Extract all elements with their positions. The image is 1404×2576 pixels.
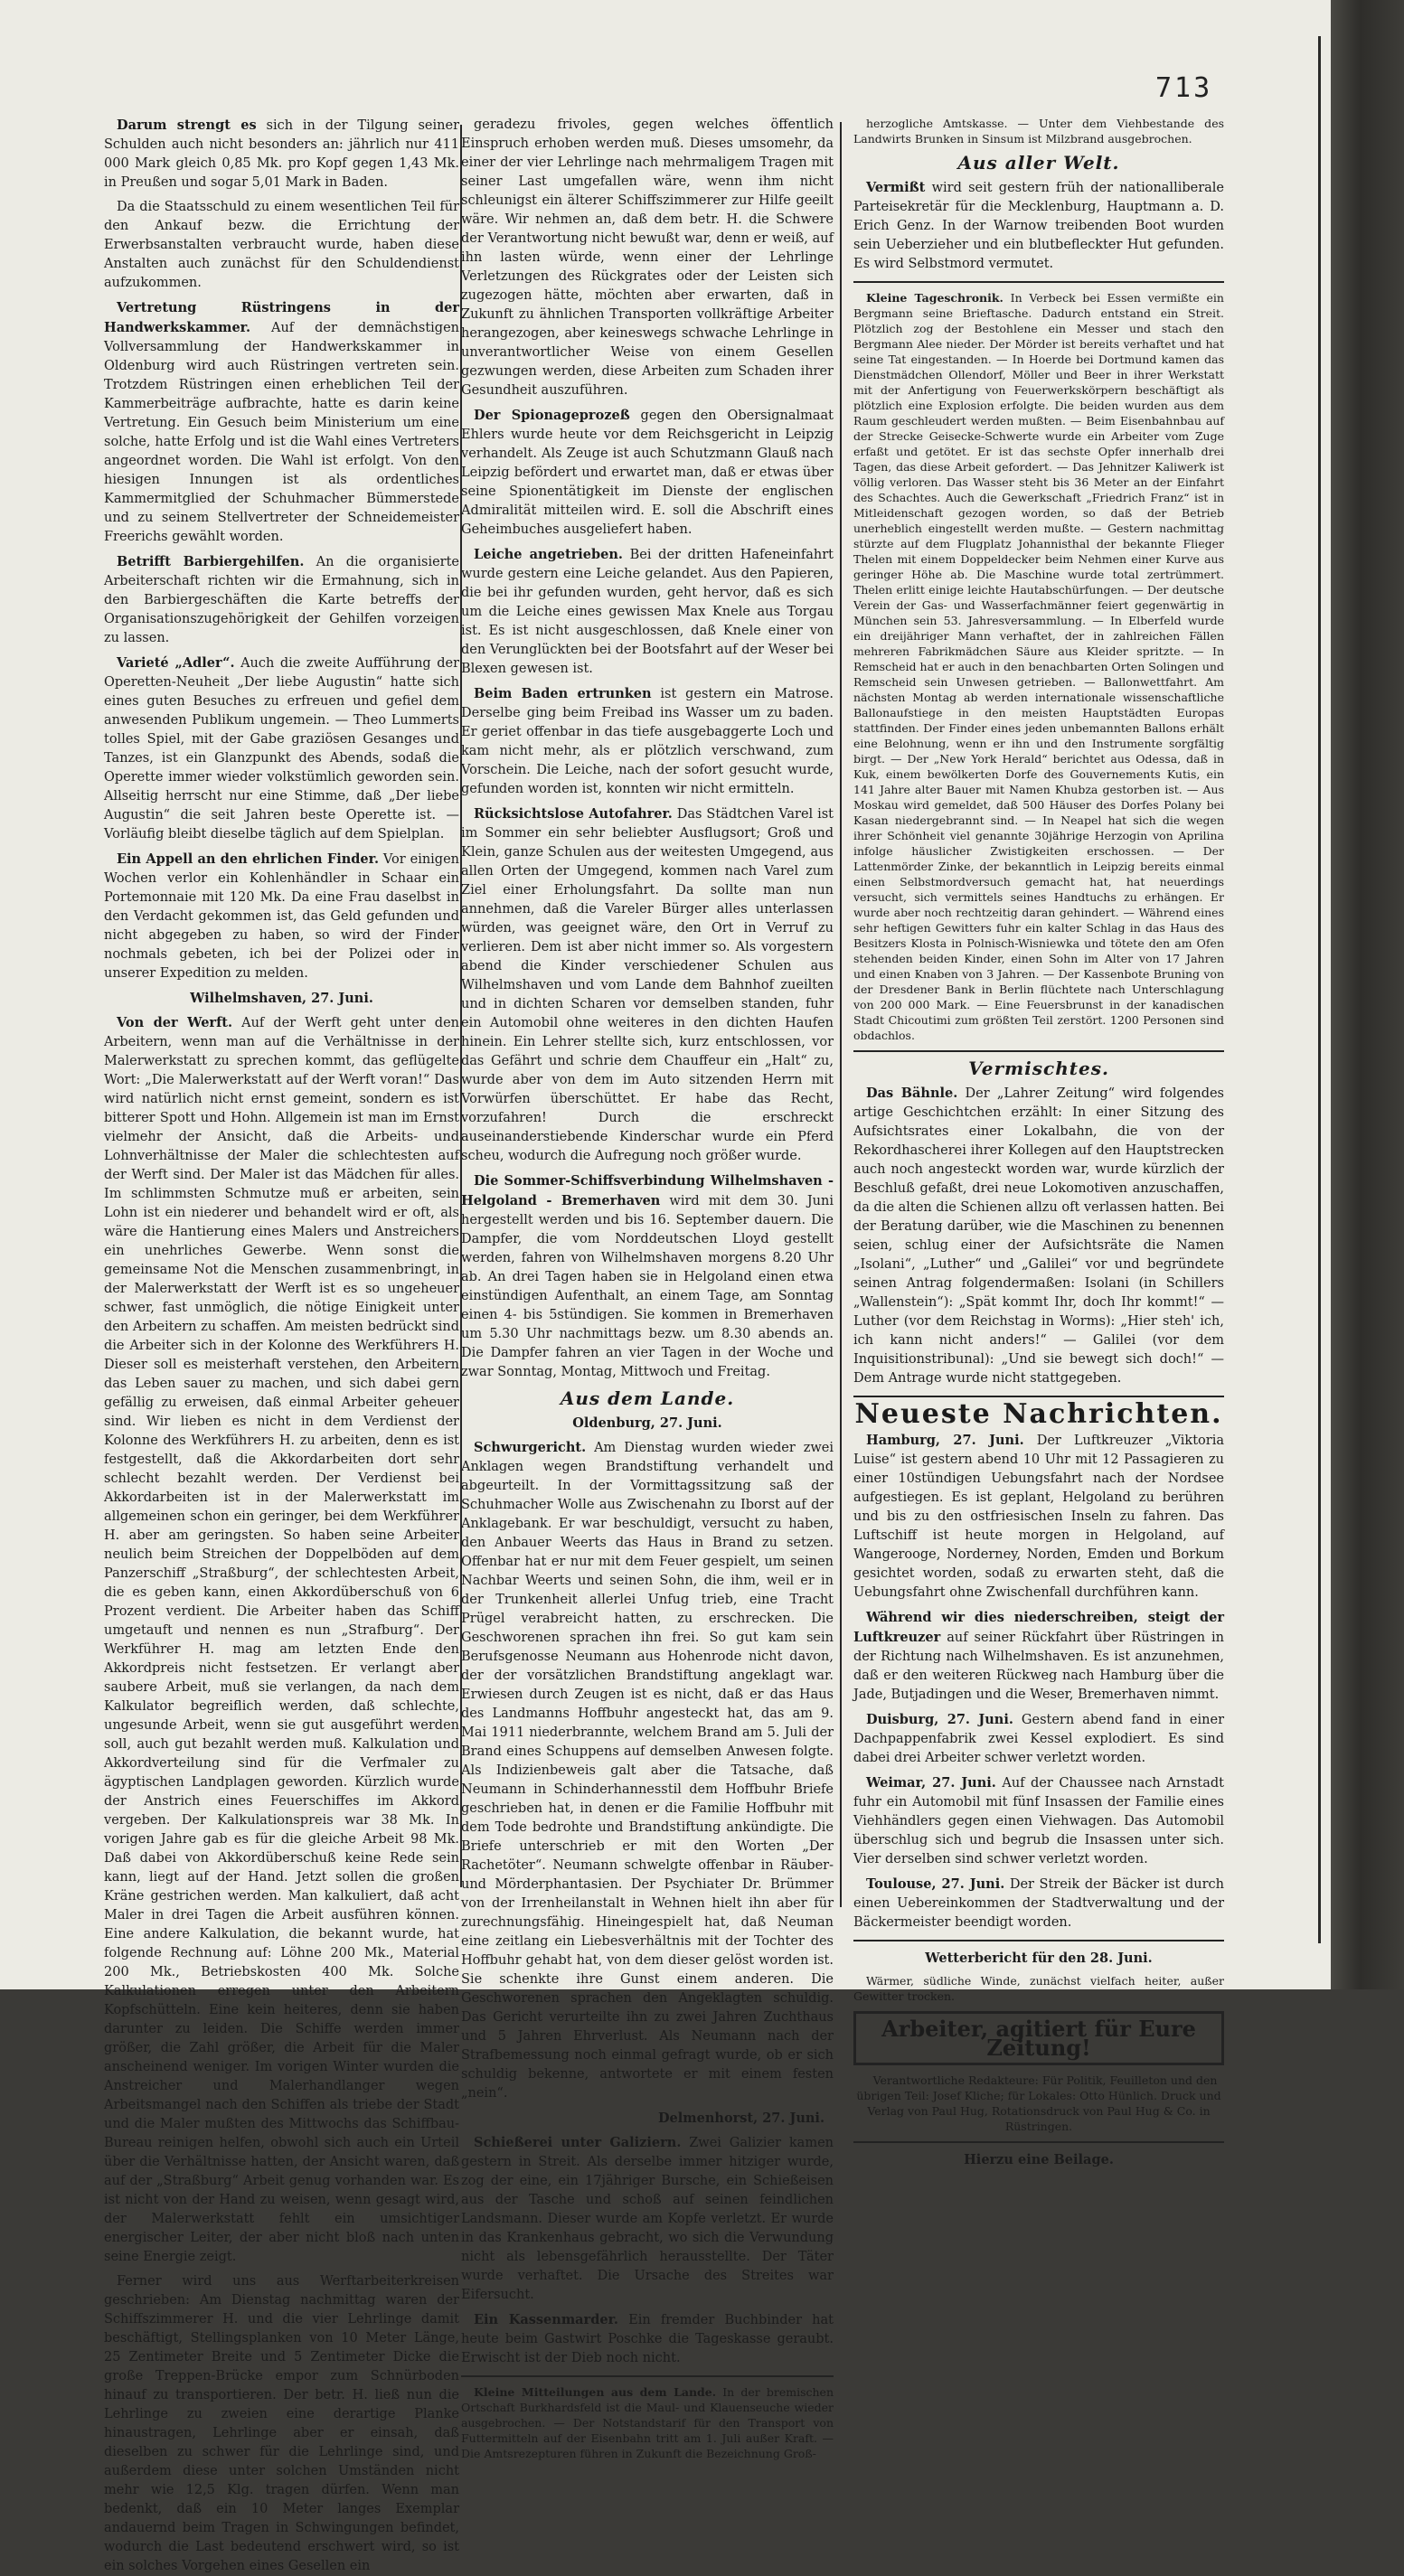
article-headline: Ein Kassenmarder.	[474, 2312, 618, 2327]
article-text: Das Städtchen Varel ist im Sommer ein sehr beliebter Ausflugsort; Groß und Klein, ganze Schulen aus der weitesten Umgegend, aus allen Orten der Umgegend, kommen nach Varel zum Ziel einer Erholungsfahrt. Da sollte man nun annehmen, daß die Vareler Bürger alles unterlassen würden, was geeignet wäre, den Ort in Verruf zu verlieren. Dem ist aber nicht immer so. Als vorgestern abend die Kinder verschiedener Schulen aus Wilhelmshaven und vom Lande dem Bahnhof zueilten und in dichten Scharen vor demselben standen, fuhr ein Automobil ohne weiteres in den dichten Haufen hinein. Ein Lehrer stellte sich, kurz entschlossen, vor das Gefährt und schrie dem Chauffeur ein „Halt“ zu, wurde aber von dem im Auto sitzenden Herrn mit Vorwürfen überschüttet. Er habe das Recht, vorzufahren! Durch die erschreckt auseinanderstiebende Kinderschar wurde ein Pferd scheu, wodurch die Aufregung noch größer wurde.	[461, 807, 834, 1163]
article-headline: Vertretung Rüstringens in der Handwerkskammer.	[104, 300, 459, 335]
article-headline: Kleine Tageschronik.	[866, 291, 1004, 305]
section-rule	[461, 2375, 834, 2377]
article-text: Ferner wird uns aus Werftarbeiterkreisen geschrieben: Am Dienstag nachmittag waren der Schiffszimmerer H. und die vier Lehrlinge damit beschäftigt, Stellingsplanken von 10 Meter Länge, 25 Zentimeter Breite und 5 Zentimeter Dicke die große Treppen-Brücke empor zum Schnürboden hinauf zu transportieren. Der betr. H. ließ nun die Lehrlinge zu zweien eine derartige Planke hinaustragen, Lehrlinge aber er einsah, daß dieselben zu schwer für die Lehrlinge sind, und außerdem diese unter solchen Umständen nicht mehr wie 12,5 Klg. tragen dürfen. Wenn man bedenkt, daß ein 10 Meter langes Exemplar andauernd beim Tragen in Schwingungen befindet, wodurch die Last bedeutend erschwert wird, so ist ein solches Vorgehen eines Gesellen ein	[104, 2274, 459, 2573]
article-text: Auf der Werft geht unter den Arbeitern, wenn man auf die Verhältnisse in der Malerwerkstatt zu sprechen kommt, das geflügelte Wort: „Die Malerwerkstatt auf der Werft voran!“ Das wird natürlich nicht ernst gemeint, sondern es ist bitterer Spott und Hohn. Allgemein ist man im Ernst vielmehr der Ansicht, daß die Arbeits- und Lohnverhältnisse der Maler die schlechtesten auf der Werft sind. Der Maler ist das Mädchen für alles. Im schlimmsten Schmutze muß er arbeiten, sein Lohn ist ein niederer und behandelt wird er oft, als wäre die Hantierung eines Malers und Anstreichers ein unehrliches Gewerbe. Wenn sonst die gemeinsame Not die Menschen zusammenbringt, in der Malerwerkstatt der Werft ist es so ungeheuer schwer, fast unmöglich, die nötige Einigkeit unter den Arbeitern zu schaffen. Am meisten bedrückt sind die Arbeiter sich in der Kolonne des Werkführers H. Dieser soll es meisterhaft verstehen, den Arbeitern das Leben sauer zu machen, und sich dabei gern gefällig zu erweisen, daß einmal Arbeiter geheuer sind. Wir lieben es nicht in dem Verdienst der Kolonne des Werkführers H. zu arbeiten, denn es ist festgestellt, daß die Akkordarbeiten dort sehr schlecht bezahlt werden. Der Verdienst bei Akkordarbeiten ist in der Malerwerkstatt im allgemeinen schon ein geringer, bei dem Werkführer H. aber am geringsten. So haben seine Arbeiter neulich beim Streichen der Doppelböden auf dem Panzerschiff „Straßburg“, der schlechtesten Arbeit, die es geben kann, einen Akkordüberschuß von 6 Prozent verdient. Die Arbeiter haben das Schiff umgetauft und nennen es nun „Strafburg“. Der Werkführer H. mag am letzten Ende den Akkordpreis nicht festsetzen. Er verlangt aber saubere Arbeit, muß sie verlangen, da nach dem Kalkulator begreiflich werden, daß schlechte, ungesunde Arbeit, wenn sie gut ausgeführt werden soll, auch gut bezahlt werden muß. Kalkulation und Akkordverteilung sind für die Verfmaler zu ägyptischen Landplagen geworden. Kürzlich wurde der Anstrich eines Feuerschiffes im Akkord vergeben. Der Kalkulationspreis war 38 Mk. In vorigen Jahre gab es für die gleiche Arbeit 98 Mk. Daß dabei von Akkordüberschuß keine Rede sein kann, liegt auf der Hand. Jetzt sollen die großen Kräne gestrichen werden. Man kalkuliert, daß acht Maler in drei Tagen die Arbeit ausführen können. Eine andere Kalkulation, die bekannt wurde, hat folgende Rechnung auf: Löhne 200 Mk., Material 200 Mk., Betriebskosten 400 Mk. Solche Kalkulationen erregen unter den Arbeitern Kopfschütteln. Eine kein heiteres, denn sie haben darunter zu leiden. Die Schiffe werden immer größer, die Zahl größer, die Arbeit für die Maler anscheinend weniger. Im vorigen Winter wurden die Anstreicher und Malerhandlanger wegen Arbeitsmangel nach den Schiffen als triebe der Stadt und die Maler mußten des Mittwochs das Schiffbau-Bureau reinigen helfen, obwohl sich auch ein Urteil über die Verhältnisse hatten, der Ansicht waren, daß auf der „Straßburg“ Arbeit genug vorhanden war. Es ist nicht von der Hand zu weisen, wenn gesagt wird, der Malerwerkstatt fehlt ein umsichtiger energischer Leiter, der aber nicht bloß nach unten seine Energie zeigt.	[104, 1016, 459, 2264]
section-heading-large: Neueste Nachrichten.	[854, 1398, 1223, 1430]
article-text: Wärmer, südliche Winde, zunächst vielfach heiter, außer Gewitter trocken.	[853, 1974, 1224, 2003]
article-paragraph	[853, 290, 1224, 1043]
article-paragraph	[461, 804, 834, 1166]
section-heading: Aus aller Welt.	[957, 152, 1120, 174]
article-headline: Leiche angetrieben.	[474, 547, 623, 562]
article-paragraph	[461, 1438, 834, 2103]
article-paragraph	[104, 653, 459, 844]
article-headline: Während wir dies niederschreiben, steigt der Luftkreuzer	[853, 1610, 1224, 1645]
article-text: Ein fremder Buchbinder hat heute beim Gastwirt Poschke die Tageskasse geraubt. Erwischt ist der Dieb noch nicht.	[461, 2313, 834, 2365]
article-paragraph	[461, 545, 834, 679]
article-text: auf seiner Rückfahrt über Rüstringen in der Richtung nach Wilhelmshaven. Es ist anzunehmen, daß er den weiteren Rückweg nach Hamburg über die Jade, Butjadingen und die Weser, Bremerhaven nimmt.	[853, 1631, 1225, 1702]
article-paragraph	[104, 2272, 459, 2576]
article-headline: Betrifft Barbiergehilfen.	[117, 554, 305, 569]
article-paragraph	[104, 1013, 459, 2267]
dateline: Oldenburg, 27. Juni.	[572, 1415, 722, 1431]
article-headline: Toulouse, 27. Juni.	[866, 1876, 1005, 1892]
article-paragraph	[853, 1710, 1224, 1768]
article-headline: Der Spionageprozeß	[474, 408, 630, 423]
article-headline: Beim Baden ertrunken	[474, 686, 652, 701]
book-binding-shadow	[1331, 0, 1404, 1989]
article-paragraph	[853, 1773, 1224, 1869]
binding-edge-line	[1318, 36, 1321, 1943]
article-text: wird seit gestern früh der nationalliberale Parteisekretär für die Mecklenburg, Hauptmann a. D. Erich Genz. In der Warnow treibenden Boot wurden sein Ueberzieher und ein blutbefleckter Hut gefunden. Es wird Selbstmord vermutet.	[853, 181, 1224, 271]
article-text: Der Streik der Bäcker ist durch einen Uebereinkommen der Stadtverwaltung und der Bäckermeister beendigt worden.	[853, 1877, 1224, 1930]
article-text: Auf der demnächstigen Vollversammlung der Handwerkskammer in Oldenburg wird auch Rüstringen vertreten sein. Trotzdem Rüstringen einen erheblichen Teil der Kammerbeiträge aufbrachte, hatte es darin keine Vertretung. Ein Gesuch beim Ministerium um eine solche, hatte Erfolg und ist die Wahl eines Vertreters angeordnet worden. Die Wahl ist erfolgt. Von den hiesigen Innungen ist als ordentliches Kammermitglied der Schuhmacher Bümmerstede und zu seinem Stellvertreter der Schneidemeister Freerichs gewählt worden.	[104, 321, 459, 544]
section-rule	[853, 1050, 1224, 1052]
article-text: Verantwortliche Redakteure: Für Politik, Feuilleton und den übrigen Teil: Josef Kliche; für Lokales: Otto Hünlich. Druck und Verlag von Paul Hug, Rotationsdruck von Paul Hug & Co. in Rüstringen.	[856, 2073, 1221, 2133]
article-text: gegen den Obersignalmaat Ehlers wurde heute vor dem Reichsgericht in Leipzig verhandelt. Als Zeuge ist auch Schutzmann Glauß nach Leipzig befördert und erwartet man, daß er etwas über seine Spionentätigkeit im Dienste der englischen Admiralität mitteilen wird. E. soll die Abschrift eines Geheimbuches ausgeliefert haben.	[461, 409, 834, 537]
article-paragraph	[853, 2073, 1224, 2134]
article-paragraph	[461, 2310, 834, 2368]
column-2	[461, 116, 834, 2460]
article-text: herzogliche Amtskasse. — Unter dem Viehbestande des Landwirts Brunken in Sinsum ist Milzbrand ausgebrochen.	[853, 117, 1224, 146]
article-headline: Ein Appell an den ehrlichen Finder.	[117, 851, 380, 867]
article-headline: Darum strengt es	[117, 118, 257, 133]
section-rule	[853, 281, 1224, 283]
article-text: Der Luftkreuzer „Viktoria Luise“ ist gestern abend 10 Uhr mit 12 Passagieren zu einer 10stündigen Uebungsfahrt nach der Nordsee aufgestiegen. Es ist geplant, Helgoland zu berühren und bis zu den ostfriesischen Inseln zu fahren. Das Luftschiff ist heute morgen in Helgoland, auf Wangerooge, Norderney, Norden, Emden und Borkum gesichtet worden, sodaß zu erwarten steht, daß die Uebungsfahrt ohne Zwischenfall durchführen kann.	[853, 1434, 1224, 1600]
article-paragraph	[461, 116, 834, 400]
article-text: Am Dienstag wurden wieder zwei Anklagen wegen Brandstiftung verhandelt und abgeurteilt. In der Vormittagssitzung saß der Schuhmacher Wolle aus Zwischenahn zu Iborst auf der Anklagebank. Er war beschuldigt, versucht zu haben, den Anbauer Weerts das Haus in Brand zu setzen. Offenbar hat er nur mit dem Feuer gespielt, um seinen Nachbar Weerts und seinen Sohn, die ihm, weil er in der Trunkenheit allerlei Unfug trieb, eine Tracht Prügel verabreicht hatten, zu erschrecken. Die Geschworenen sprachen ihn frei. So gut kam sein Berufsgenosse Neumann aus Hohenrode nicht davon, der der vorsätzlichen Brandstiftung angeklagt war. Erwiesen durch Zeugen ist es nicht, daß er das Haus des Landmanns Hoffbuhr angesteckt hat, das am 9. Mai 1911 niederbrannte, welchem Brand am 5. Juli der Brand eines Schuppens auf demselben Anwesen folgte. Als Indizienbeweis galt aber die Tatsache, daß Neumann in Schinderhannesstil dem Hoffbuhr Briefe geschrieben hat, in denen er die Familie Hoffbuhr mit dem Tode bedrohte und Brandstiftung ankündigte. Die Briefe unterschrieb er mit den Worten „Der Rachetöter“. Neumann schwelgte offenbar in Räuber- und Mörderphantasien. Der Psychiater Dr. Brümmer von der Irrenheilanstalt in Wehnen hielt ihn aber für zurechnungsfähig. Hineingespielt hat, daß Neuman eine zeitlang ein Liebesverhältnis mit der Tochter des Hoffbuhr gehabt hat, von dem dieser gelöst worden ist. Sie schenkte ihre Gunst einem anderen. Die Geschworenen sprachen den Angeklagten schuldig. Das Gericht verurteilte ihn zu zwei Jahren Zuchthaus und 5 Jahren Ehrverlust. Als Neumann nach der Strafbemessung noch einmal gefragt wurde, ob er sich schuldig bekenne, antwortete er mit einem festen „nein“.	[461, 1441, 834, 2101]
article-text: ist gestern ein Matrose. Derselbe ging beim Freibad ins Wasser um zu baden. Er geriet offenbar in das tiefe ausgebaggerte Loch und kam nicht mehr, als er plötzlich verschwand, zum Vorschein. Die Leiche, nach der sofort gesucht wurde, gefunden worden ist, konnten wir nicht ermitteln.	[461, 687, 834, 796]
article-headline: Kleine Mitteilungen aus dem Lande.	[474, 2385, 717, 2399]
article-text: Da die Staatsschuld zu einem wesentlichen Teil für den Ankauf bezw. die Errichtung der Erwerbsanstalten verbraucht wurde, haben diese Anstalten auch zunächst für den Schuldendienst aufzukommen.	[104, 200, 459, 290]
article-paragraph	[853, 1431, 1224, 1603]
article-text: An die organisierte Arbeiterschaft richten wir die Ermahnung, sich in den Barbiergeschäften die Karte betreffs der Organisationszugehörigkeit der Gehilfen vorzeigen zu lassen.	[104, 555, 459, 645]
article-paragraph	[853, 1973, 1224, 2004]
column-1	[104, 116, 460, 2573]
section-rule	[853, 1940, 1224, 1941]
page-number: 713	[1155, 72, 1213, 104]
column-3	[853, 116, 1225, 2167]
boxed-slogan: Arbeiter, agitiert für Eure Zeitung!	[853, 2011, 1224, 2065]
article-paragraph	[104, 552, 459, 648]
dateline: Wetterbericht für den 28. Juni.	[925, 1951, 1153, 1966]
article-text: Gestern abend fand in einer Dachpappenfabrik zwei Kessel explodiert. Es sind dabei drei Arbeiter schwer verletzt worden.	[853, 1713, 1224, 1765]
dateline: Hierzu eine Beilage.	[964, 2152, 1114, 2167]
article-paragraph	[461, 1171, 834, 1382]
article-headline: Duisburg, 27. Juni.	[866, 1712, 1013, 1727]
article-text: In der bremischen Ortschaft Burkhardsfeld ist die Maul- und Klauenseuche wieder ausgebrochen. — Der Notstandstarif für den Transport von Futtermitteln auf der Eisenbahn tritt am 1. Juli außer Kraft. — Die Amtsrezepturen führen in Zukunft die Bezeichnung Groß-	[461, 2385, 834, 2460]
article-text: Auf der Chaussee nach Arnstadt fuhr ein Automobil mit fünf Insassen der Familie eines Viehhändlers gegen einen Viehwagen. Das Automobil überschlug sich und begrub die Insassen unter sich. Vier derselben sind schwer verletzt worden.	[853, 1776, 1225, 1866]
article-paragraph	[853, 1608, 1224, 1705]
article-paragraph	[104, 116, 459, 193]
article-text: In Verbeck bei Essen vermißte ein Bergmann seine Brieftasche. Dadurch entstand ein Streit. Plötzlich zog der Bestohlene ein Messer und stach den Bergmann Alee nieder. Der Mörder ist bereits verhaftet und hat seine Tat eingestanden. — In Hoerde bei Dortmund kamen das Dienstmädchen Ollendorf, Möller und Beer in ihrer Werkstatt mit der Anfertigung von Feuerwerkskörpern beschäftigt als plötzlich eine Explosion erfolgte. Die beiden wurden aus dem Raum geschleudert werden mußten. — Beim Eisenbahnbau auf der Strecke Geisecke-Schwerte wurde ein Arbeiter vom Zuge erfaßt und getötet. Er ist das sechste Opfer innerhalb drei Tagen, das diese Arbeit gefordert. — Das Jehnitzer Kaliwerk ist völlig verloren. Das Wasser steht bis 36 Meter an der Einfahrt des Schachtes. Auch die Gewerkschaft „Friedrich Franz“ ist in Mitleidenschaft gezogen worden, so daß der Betrieb unerheblich eingestellt werden mußte. — Gestern nachmittag stürzte auf dem Flugplatz Johannisthal der bekannte Flieger Thelen mit einem Doppeldecker beim Nehmen einer Kurve aus geringer Höhe ab. Die Maschine wurde total zertrümmert. Thelen erlitt einige leichte Hautabschürfungen. — Der deutsche Verein der Gas- und Wasserfachmänner feiert gegenwärtig in München sein 53. Jahresversammlung. — In Elberfeld wurde ein dreijähriger Mann verhaftet, der in zahlreichen Fällen mehreren Fabrikmädchen Säure aus Kleider spritzte. — In Remscheid hat er auch in den benachbarten Orten Solingen und Remscheid sein Unwesen getrieben. — Ballonwettfahrt. Am nächsten Montag ab werden internationale wissenschaftliche Ballonaufstiege in den meisten Hauptstädten Europas stattfinden. Der Finder eines jeden unbemannten Ballons erhält eine Belohnung, wenn er ihn und den Instrumente sorgfältig birgt. — Der „New York Herald“ berichtet aus Odessa, daß in Kuk, einem bewölkerten Dorfe des Gouvernements Kutis, ein 141 Jahre alter Bauer mit Namen Khubza gestorben ist. — Aus Moskau wird gemeldet, daß 500 Häuser des Dorfes Polany bei Kasan niedergebrannt sind. — In Neapel hat sich die wegen ihrer Schönheit viel genannte 30jährige Herzogin von Aprilina infolge häuslicher Zwistigkeiten erschossen. — Der Lattenmörder Zinke, der bekanntlich in Leipzig bereits einmal einen Selbstmordversuch gemacht hat, hat neuerdings versucht, sich vermittels seines Handtuchs zu erhängen. Er wurde aber noch rechtzeitig daran gehindert. — Während eines sehr heftigen Gewitters fuhr ein kalter Schlag in das Haus des Besitzers Klosta in Polnisch-Wisniewka und tötete den am Ofen stehenden beiden Kinder, einen Sohn im Alter von 17 Jahren und einen Knaben von 3 Jahren. — Der Kassenbote Bruning von der Dresdener Bank in Berlin flüchtete nach Unterschlagung von 200 000 Mark. — Eine Feuersbrunst in der kanadischen Stadt Chicoutimi zum größten Teil zerstört. 1200 Personen sind obdachlos.	[853, 291, 1224, 1042]
article-headline: Rücksichtslose Autofahrer.	[474, 806, 673, 822]
article-headline: Von der Werft.	[117, 1015, 233, 1030]
article-paragraph	[461, 684, 834, 799]
article-paragraph	[853, 1084, 1224, 1388]
section-heading: Aus dem Lande.	[560, 1387, 735, 1409]
article-text: Zwei Galizier kamen gestern in Streit. Als derselbe immer hitziger wurde, zog der eine, ein 17jähriger Bursche, ein Schießeisen aus der Tasche und schoß auf seinen feindlichen Landsmann. Dieser wurde am Kopfe verletzt. Er wurde in das Krankenhaus gebracht, wo sich die Verwundung nicht als lebensgefährlich herausstellte. Der Täter wurde verhaftet. Die Ursache des Streites war Eifersucht.	[461, 2136, 834, 2302]
article-text: Bei der dritten Hafeneinfahrt wurde gestern eine Leiche gelandet. Aus den Papieren, die bei ihr gefunden wurden, geht hervor, daß es sich um die Leiche eines gewissen Max Knele aus Torgau ist. Es ist nicht ausgeschlossen, daß Knele einer von den Verunglückten bei der Bootsfahrt auf der Weser bei Blexen gewesen ist.	[461, 548, 834, 676]
article-paragraph	[461, 2384, 834, 2461]
article-text: sich in der Tilgung seiner Schulden auch nicht besonders an: jährlich nur 411 000 Mark gleich 0,85 Mk. pro Kopf gegen 1,43 Mk. in Preußen und sogar 5,01 Mark in Baden.	[104, 118, 459, 190]
article-text: Der „Lahrer Zeitung“ wird folgendes artige Geschichtchen erzählt: In einer Sitzung des Aufsichtsrates einer Lokalbahn, die von der Rekordhascherei ihrer Kollegen auf den Hauptstrecken auch noch angesteckt worden war, wurde kürzlich der Beschluß gefaßt, drei neue Lokomotiven anzuschaffen, da die alten die Schienen allzu oft verlassen hatten. Bei der Beratung darüber, wie die Maschinen zu benennen seien, schlug einer der Aufsichtsräte die Namen „Isolani“, „Luther“ und „Galilei“ vor und begründete seinen Antrag folgendermaßen: Isolani (in Schillers „Wallenstein“): „Spät kommt Ihr, doch Ihr kommt!“ — Luther (vor dem Reichstag in Worms): „Hier steh' ich, ich kann nicht anders!“ — Galilei (vor dem Inquisitionstribunal): „Und sie bewegt sich doch!“ — Dem Antrage wurde nicht stattgegeben.	[853, 1086, 1225, 1386]
article-paragraph	[104, 850, 459, 983]
article-paragraph	[461, 2133, 834, 2305]
article-headline: Vermißt	[866, 180, 926, 195]
article-paragraph	[853, 1875, 1224, 1932]
article-text: Vor einigen Wochen verlor ein Kohlenhändler in Schaar ein Portemonnaie mit 120 Mk. Da eine Frau daselbst in den Verdacht gekommen ist, das Geld gefunden und nicht abgegeben zu haben, so wird der Finder nochmals gebeten, ich bei der Polizei oder in unserer Expedition zu melden.	[104, 852, 460, 981]
article-paragraph	[853, 116, 1224, 146]
article-headline: Varieté „Adler“.	[117, 655, 235, 671]
article-paragraph	[853, 178, 1224, 274]
article-headline: Weimar, 27. Juni.	[866, 1775, 996, 1791]
article-headline: Schwurgericht.	[474, 1440, 587, 1455]
article-headline: Das Bähnle.	[866, 1086, 958, 1101]
section-rule	[853, 2141, 1224, 2143]
article-paragraph	[104, 298, 459, 547]
article-headline: Hamburg, 27. Juni.	[866, 1433, 1024, 1448]
section-rule	[853, 1396, 1224, 1397]
article-text: wird mit dem 30. Juni hergestellt werden und bis 16. September dauern. Die Dampfer, die vom Norddeutschen Lloyd gestellt werden, fahren von Wilhelmshaven morgens 8.20 Uhr ab. An drei Tagen haben sie in Helgoland einen etwa einstündigen Aufenthalt, an einem Tage, am Sonntag einen 4- bis 5stündigen. Sie kommen in Bremerhaven um 5.30 Uhr nachmittags bezw. um 8.30 abends an. Die Dampfer fahren an vier Tagen in der Woche und zwar Sonntag, Montag, Mittwoch und Freitag.	[461, 1194, 834, 1379]
article-text: Auch die zweite Aufführung der Operetten-Neuheit „Der liebe Augustin“ hatte sich eines guten Besuches zu erfreuen und gefiel dem anwesenden Publikum ungemein. — Theo Lummerts tolles Spiel, mit der Gabe graziösen Gesanges und Tanzes, ist ein Glanzpunkt des Abends, sodaß die Operette immer wieder volkstümlich geworden sein. Allseitig herrscht nur eine Stimme, daß „Der liebe Augustin“ die seit Jahren beste Operette ist. — Vorläufig bleibt dieselbe täglich auf dem Spielplan.	[104, 656, 459, 841]
section-heading: Vermischtes.	[968, 1058, 1109, 1079]
column-divider-2	[840, 122, 842, 1907]
dateline: Delmenhorst, 27. Juni.	[657, 2111, 824, 2126]
article-text: geradezu frivoles, gegen welches öffentlich Einspruch erhoben werden muß. Dieses umsomehr, da einer der vier Lehrlinge nach mehrmaligem Tragen mit seiner Last umgefallen wäre, wenn ihm nicht schleunigst ein älterer Schiffszimmerer zur Hilfe geeilt wäre. Wir nehmen an, daß dem betr. H. die Schwere der Verantwortung nicht bewußt war, denn er weiß, auf ihn lasten würde, wenn einer der Lehrlinge Verletzungen des Rückgrates oder der Leisten sich zugezogen hätte, möchten aber erwarten, daß in Zukunft zu ähnlichen Transporten vollkräftige Arbeiter herangezogen, aber keineswegs schwache Lehrlinge in unverantwortlicher Weise von einem Gesellen gezwungen werden, diese Arbeiten zum Schaden ihrer Gesundheit auszuführen.	[461, 118, 834, 398]
article-headline: Die Sommer-Schiffsverbindung Wilhelmshaven - Helgoland - Bremerhaven	[461, 1173, 834, 1208]
article-paragraph	[461, 406, 834, 540]
article-paragraph	[104, 198, 459, 293]
dateline: Wilhelmshaven, 27. Juni.	[190, 991, 373, 1006]
article-headline: Schießerei unter Galiziern.	[474, 2135, 682, 2150]
